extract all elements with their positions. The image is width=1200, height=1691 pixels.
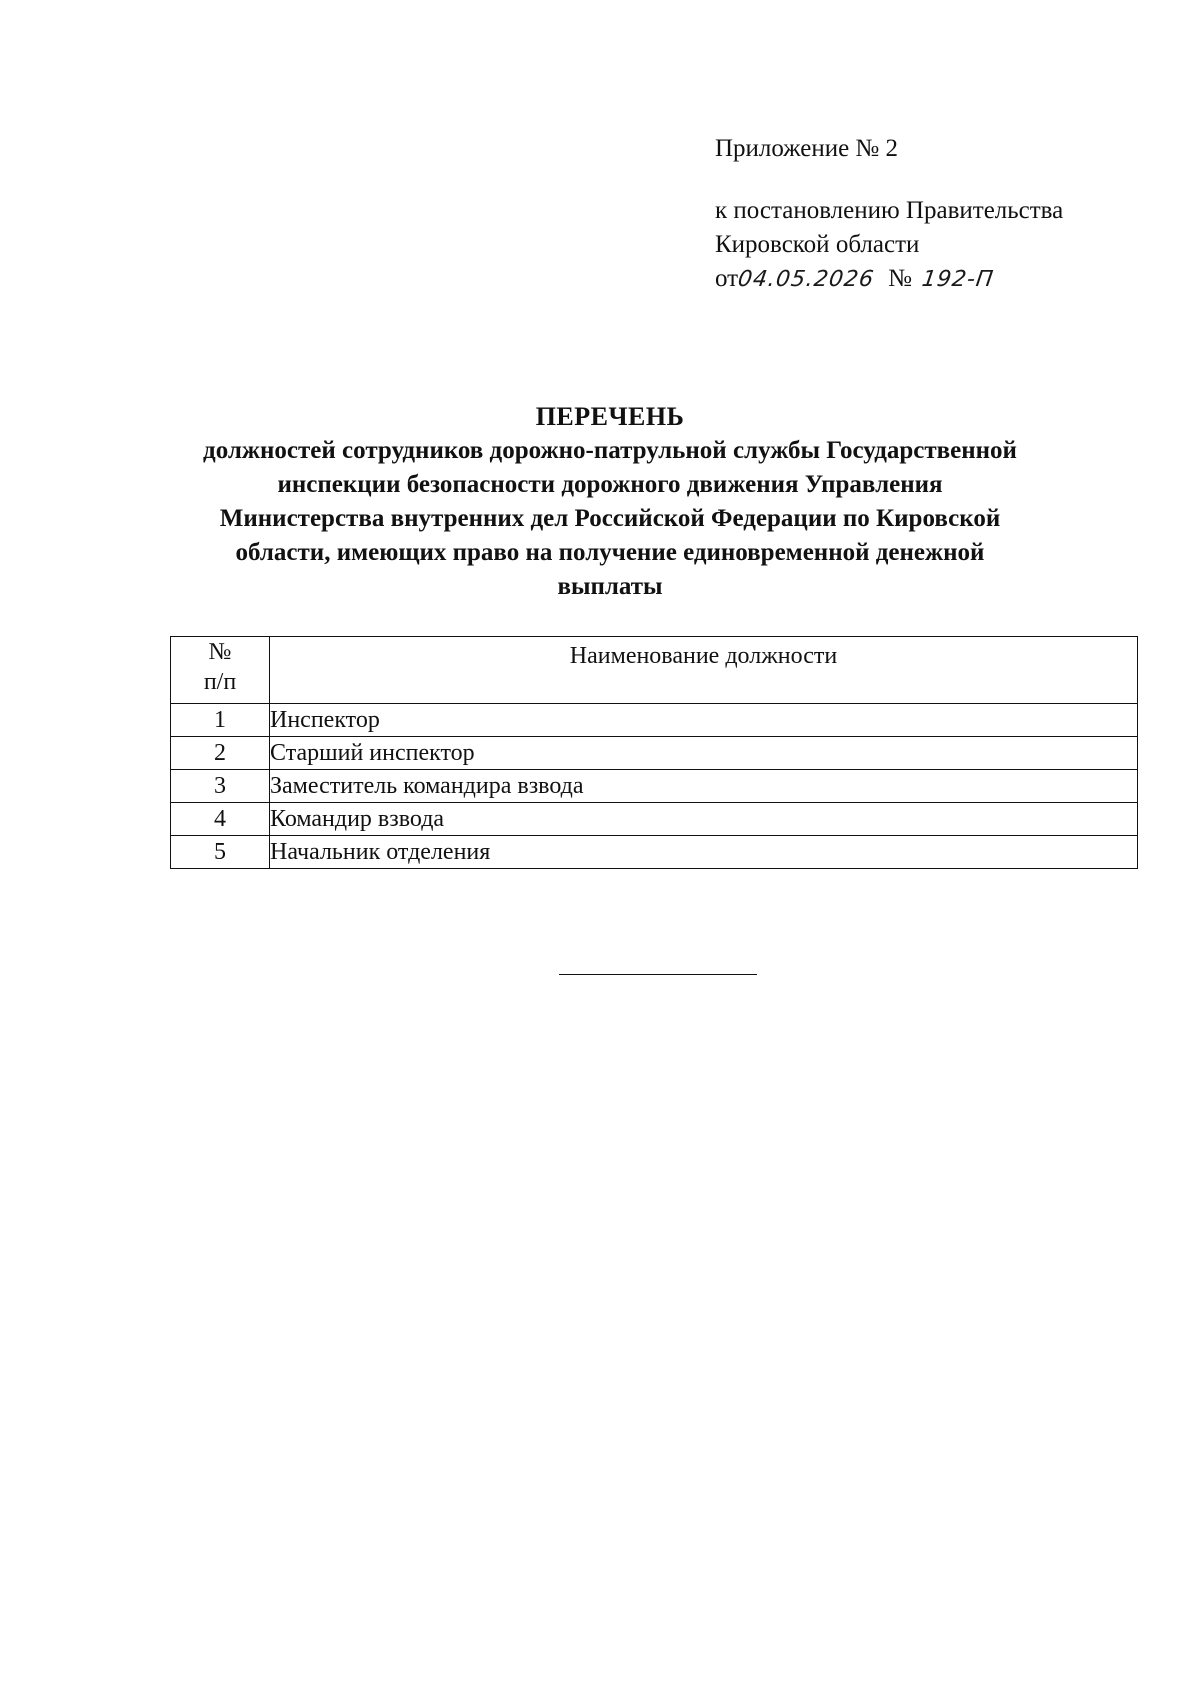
row-number: 1 bbox=[171, 704, 270, 737]
annex-block bbox=[715, 132, 1063, 297]
date-prefix: от bbox=[715, 265, 739, 292]
row-position-name: Заместитель командира взвода bbox=[270, 770, 1138, 803]
handwritten-date: 04.05.2026 bbox=[736, 267, 876, 292]
table-row bbox=[171, 770, 1138, 803]
end-of-document-rule bbox=[559, 974, 757, 975]
table-row bbox=[171, 836, 1138, 869]
row-number: 5 bbox=[171, 836, 270, 869]
row-position-name: Начальник отделения bbox=[270, 836, 1138, 869]
annex-line-region: Кировской области bbox=[715, 231, 920, 258]
positions-table bbox=[170, 636, 1138, 869]
heading-line-2: инспекции безопасности дорожного движения Управления bbox=[277, 471, 943, 498]
row-number: 4 bbox=[171, 803, 270, 836]
annex-date-line bbox=[715, 262, 1063, 297]
document-heading bbox=[150, 400, 1070, 604]
header-number-cell bbox=[171, 637, 270, 704]
heading-line-5: выплаты bbox=[557, 573, 663, 600]
number-sign: № bbox=[888, 265, 912, 292]
row-position-name: Командир взвода bbox=[270, 803, 1138, 836]
header-number-abbrev: п/п bbox=[203, 669, 237, 695]
annex-title: Приложение № 2 bbox=[715, 135, 899, 162]
table-row bbox=[171, 737, 1138, 770]
heading-title: ПЕРЕЧЕНЬ bbox=[535, 402, 685, 431]
heading-line-4: области, имеющих право на получение единовременной денежной bbox=[235, 539, 985, 566]
table-header-row bbox=[171, 637, 1138, 704]
header-name-cell bbox=[270, 637, 1138, 704]
handwritten-number: 192-П bbox=[920, 267, 996, 292]
row-number: 2 bbox=[171, 737, 270, 770]
table-row bbox=[171, 803, 1138, 836]
header-name-label: Наименование должности bbox=[569, 643, 838, 669]
header-number-sign: № bbox=[208, 639, 232, 665]
row-position-name: Инспектор bbox=[270, 704, 1138, 737]
heading-line-1: должностей сотрудников дорожно-патрульной службы Государственной bbox=[203, 437, 1017, 464]
row-number: 3 bbox=[171, 770, 270, 803]
heading-line-3: Министерства внутренних дел Российской Федерации по Кировской bbox=[219, 505, 1001, 532]
row-position-name: Старший инспектор bbox=[270, 737, 1138, 770]
annex-line-resolution: к постановлению Правительства bbox=[715, 197, 1064, 224]
table-row bbox=[171, 704, 1138, 737]
